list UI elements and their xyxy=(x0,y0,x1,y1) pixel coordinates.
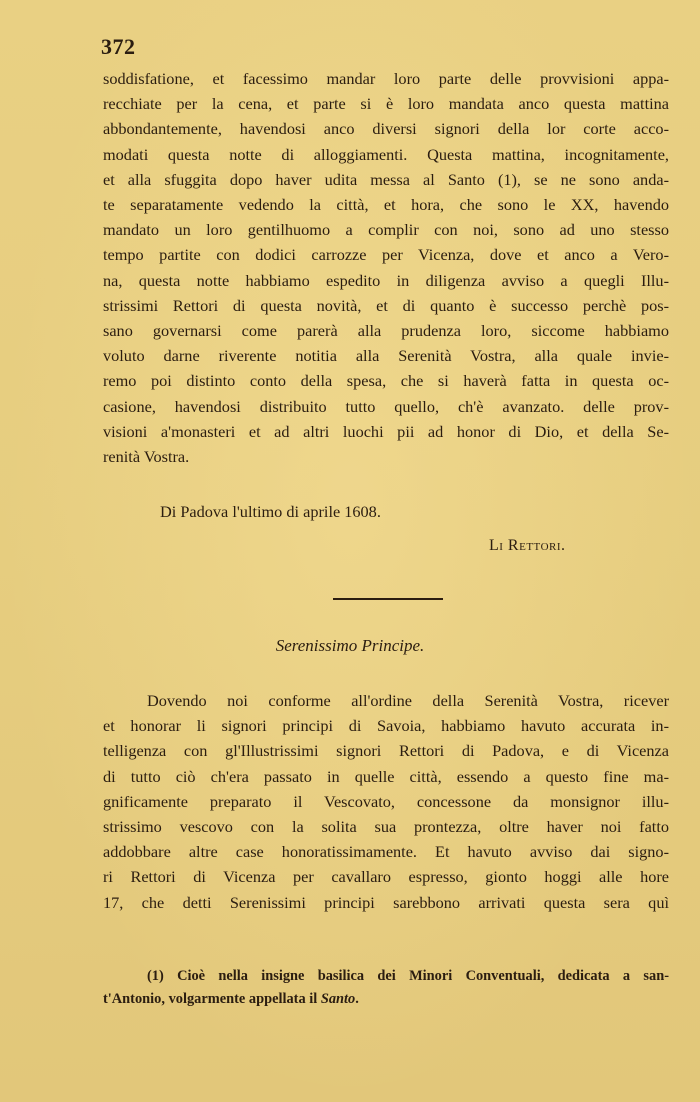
footnote-line xyxy=(103,988,669,1011)
text-line: renità Vostra. xyxy=(103,447,190,467)
text-line: strissimo vescovo con la solita sua prontezza, oltre haver noi fatto xyxy=(103,817,669,837)
text-line: di tutto ciò ch'era passato in quelle città, essendo a questo fine ma- xyxy=(103,766,669,786)
salutation-heading: Serenissimo Principe. xyxy=(275,636,425,655)
text-line: ri Rettori di Vicenza per cavallaro espresso, gionto hoggi alle hore xyxy=(103,867,669,887)
text-line: gnificamente preparato il Vescovato, concessone da monsignor illu- xyxy=(103,791,669,811)
text-line: strissimi Rettori di questa novità, et di quanto è successo perchè pos- xyxy=(103,295,669,315)
footnote-italic-term: Santo xyxy=(320,991,356,1007)
letter-body xyxy=(103,688,669,915)
text-line: visioni a'monasteri et ad altri luochi pii ad honor di Dio, et della Se- xyxy=(103,421,669,441)
text-line: recchiate per la cena, et parte si è loro mandata anco questa mattina xyxy=(103,94,669,114)
page-number: 372 xyxy=(101,34,136,59)
footnote-text: t'Antonio, volgarmente appellata il xyxy=(103,991,321,1007)
footnote-punctuation: . xyxy=(355,991,359,1007)
signature: Li Rettori. xyxy=(489,537,566,554)
letter-body-continued xyxy=(103,66,669,469)
footnote-line: (1) Cioè nella insigne basilica dei Minori Conventuali, dedicata a san- xyxy=(147,968,669,984)
text-line: casione, havendosi distribuito tutto quello, ch'è avanzato. delle prov- xyxy=(103,396,669,416)
text-line: sano governarsi come parerà alla prudenza loro, siccome habbiamo xyxy=(103,321,669,341)
text-line: addobbare altre case honoratissimamente. Et havuto avviso dai signo- xyxy=(103,842,669,862)
text-line: Dovendo noi conforme all'ordine della Serenità Vostra, ricever xyxy=(147,691,669,710)
footnote xyxy=(103,965,669,1011)
text-line: abbondantemente, havendosi anco diversi signori della lor corte acco- xyxy=(103,119,669,139)
text-line: modati questa notte di alloggiamenti. Questa mattina, incognitamente, xyxy=(103,144,669,164)
text-line: na, questa notte habbiamo espedito in diligenza avviso a quegli Illu- xyxy=(103,270,669,290)
text-line: telligenza con gl'Illustrissimi signori Rettori di Padova, e di Vicenza xyxy=(103,741,669,761)
section-divider xyxy=(333,598,443,600)
text-line: 17, che detti Serenissimi principi sarebbono arrivati questa sera quì xyxy=(103,892,669,912)
dateline: Di Padova l'ultimo di aprile 1608. xyxy=(160,502,381,521)
text-line: voluto darne riverente notitia alla Serenità Vostra, alla quale invie- xyxy=(103,346,669,366)
text-line: et honorar li signori principi di Savoia, habbiamo havuto accurata in- xyxy=(103,716,669,736)
text-line: remo poi distinto conto della spesa, che si haverà fatta in questa oc- xyxy=(103,371,669,391)
text-line: tempo partite con dodici carrozze per Vicenza, dove et anco a Vero- xyxy=(103,245,669,265)
text-line: et alla sfuggita dopo haver udita messa al Santo (1), se ne sono anda- xyxy=(103,169,669,189)
text-line: soddisfatione, et facessimo mandar loro parte delle provvisioni appa- xyxy=(103,69,669,88)
text-line: te separatamente vedendo la città, et hora, che sono le XX, havendo xyxy=(103,195,669,215)
text-line: mandato un loro gentilhuomo a complir con noi, sono ad uno stesso xyxy=(103,220,669,240)
